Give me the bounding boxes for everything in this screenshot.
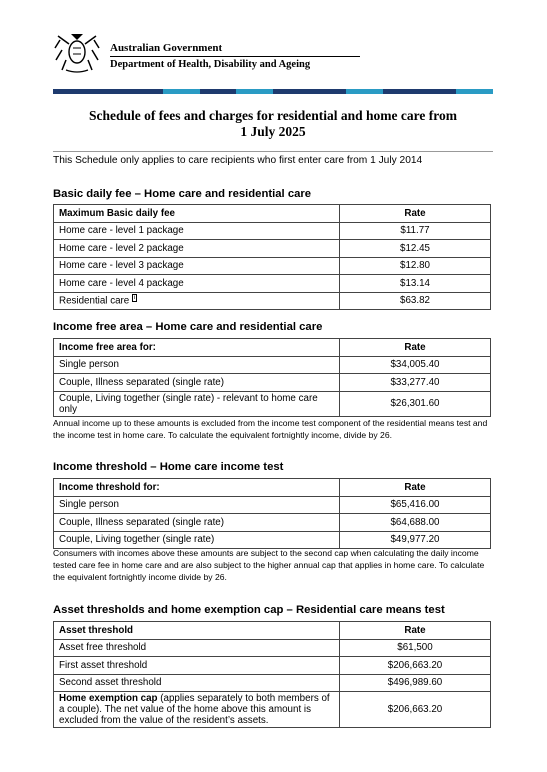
column-header: Maximum Basic daily fee bbox=[54, 205, 340, 223]
row-rate: $33,277.40 bbox=[340, 374, 491, 392]
row-label: Home care - level 4 package bbox=[54, 275, 340, 293]
stripe-segment bbox=[200, 89, 237, 94]
row-rate: $64,688.00 bbox=[340, 514, 491, 532]
row-label: Home care - level 1 package bbox=[54, 222, 340, 240]
table-row bbox=[54, 275, 491, 293]
stripe-segment bbox=[236, 89, 273, 94]
row-rate: $206,663.20 bbox=[340, 692, 491, 728]
table-row bbox=[54, 356, 491, 374]
row-label: Couple, Living together (single rate) bbox=[54, 531, 340, 549]
exemption-cap-description: (applies separately to both members of a couple). The net value of the home above this amount is excluded from the value of the resident’s assets. bbox=[59, 693, 330, 726]
exemption-cap-cell bbox=[54, 692, 340, 728]
income-free-table bbox=[53, 338, 491, 417]
basic-fee-table bbox=[53, 204, 491, 310]
row-label: Home care - level 2 package bbox=[54, 240, 340, 258]
header-divider bbox=[110, 56, 360, 57]
table-row bbox=[54, 374, 491, 392]
coat-of-arms-icon bbox=[52, 30, 102, 74]
stripe-segment bbox=[310, 89, 347, 94]
table-row bbox=[54, 639, 491, 657]
table-row bbox=[54, 257, 491, 275]
header-stripe bbox=[53, 89, 493, 94]
column-header-rate: Rate bbox=[340, 205, 491, 223]
income-free-note: Annual income up to these amounts is excluded from the income test component of the residential means test and the income test in home care. To calculate the equivalent fortnightly income, divide by 26. bbox=[53, 418, 488, 440]
stripe-segment bbox=[90, 89, 127, 94]
row-rate: $11.77 bbox=[340, 222, 491, 240]
table-row bbox=[54, 222, 491, 240]
table-header-row bbox=[54, 205, 491, 223]
row-rate: $12.80 bbox=[340, 257, 491, 275]
row-label: Single person bbox=[54, 356, 340, 374]
stripe-segment bbox=[456, 89, 493, 94]
table-header-row bbox=[54, 339, 491, 357]
row-label: Asset free threshold bbox=[54, 639, 340, 657]
stripe-segment bbox=[420, 89, 457, 94]
column-header: Asset threshold bbox=[54, 622, 340, 640]
title-divider bbox=[53, 151, 493, 152]
footnote-marker[interactable]: i bbox=[133, 295, 136, 302]
table-row bbox=[54, 496, 491, 514]
column-header-rate: Rate bbox=[340, 622, 491, 640]
row-label: Home care - level 3 package bbox=[54, 257, 340, 275]
stripe-segment bbox=[383, 89, 420, 94]
asset-heading: Asset thresholds and home exemption cap – Residential care means test bbox=[53, 604, 445, 616]
row-rate: $13.14 bbox=[340, 275, 491, 293]
table-row bbox=[54, 657, 491, 675]
row-rate: $26,301.60 bbox=[340, 391, 491, 416]
row-label: Couple, Illness separated (single rate) bbox=[54, 374, 340, 392]
table-row bbox=[54, 692, 491, 728]
row-label-cell bbox=[54, 292, 340, 310]
stripe-segment bbox=[53, 89, 90, 94]
row-rate: $63.82 bbox=[340, 292, 491, 310]
income-free-heading: Income free area – Home care and residential care bbox=[53, 321, 323, 333]
income-threshold-note: Consumers with incomes above these amounts are subject to the second cap when calculating the daily income tested care fee in home care and are also subject to the higher annual cap that applies in home care. To calculate the equivalent fortnightly income divide by 26. bbox=[53, 548, 485, 582]
row-rate: $49,977.20 bbox=[340, 531, 491, 549]
row-rate: $12.45 bbox=[340, 240, 491, 258]
stripe-segment bbox=[126, 89, 163, 94]
table-row bbox=[54, 674, 491, 692]
column-header: Income threshold for: bbox=[54, 479, 340, 497]
row-label: Residential care bbox=[59, 295, 130, 307]
stripe-segment bbox=[163, 89, 200, 94]
basic-fee-heading: Basic daily fee – Home care and residential care bbox=[53, 188, 312, 200]
document-title-line-1: Schedule of fees and charges for residential and home care from bbox=[89, 108, 457, 123]
stripe-segment bbox=[273, 89, 310, 94]
stripe-segment bbox=[346, 89, 383, 94]
header bbox=[50, 30, 490, 78]
document-title bbox=[53, 108, 493, 140]
row-label: Couple, Living together (single rate) - relevant to home care only bbox=[54, 391, 340, 416]
row-label: First asset threshold bbox=[54, 657, 340, 675]
exemption-cap-label: Home exemption cap bbox=[59, 693, 158, 704]
row-label: Second asset threshold bbox=[54, 674, 340, 692]
document-title-line-2: 1 July 2025 bbox=[240, 124, 306, 139]
row-rate: $65,416.00 bbox=[340, 496, 491, 514]
column-header-rate: Rate bbox=[340, 479, 491, 497]
income-threshold-table bbox=[53, 478, 491, 549]
row-rate: $61,500 bbox=[340, 639, 491, 657]
table-row bbox=[54, 514, 491, 532]
table-header-row bbox=[54, 622, 491, 640]
column-header-rate: Rate bbox=[340, 339, 491, 357]
row-label: Single person bbox=[54, 496, 340, 514]
table-row bbox=[54, 531, 491, 549]
row-rate: $34,005.40 bbox=[340, 356, 491, 374]
row-label: Couple, Illness separated (single rate) bbox=[54, 514, 340, 532]
column-header: Income free area for: bbox=[54, 339, 340, 357]
table-row bbox=[54, 292, 491, 310]
department-name: Department of Health, Disability and Ageing bbox=[110, 59, 311, 70]
row-rate: $206,663.20 bbox=[340, 657, 491, 675]
intro-text: This Schedule only applies to care recipients who first enter care from 1 July 2014 bbox=[53, 155, 423, 166]
row-rate: $496,989.60 bbox=[340, 674, 491, 692]
table-row bbox=[54, 240, 491, 258]
income-threshold-heading: Income threshold – Home care income test bbox=[53, 461, 284, 473]
table-header-row bbox=[54, 479, 491, 497]
government-name: Australian Government bbox=[110, 42, 223, 54]
table-row bbox=[54, 391, 491, 416]
asset-table bbox=[53, 621, 491, 728]
